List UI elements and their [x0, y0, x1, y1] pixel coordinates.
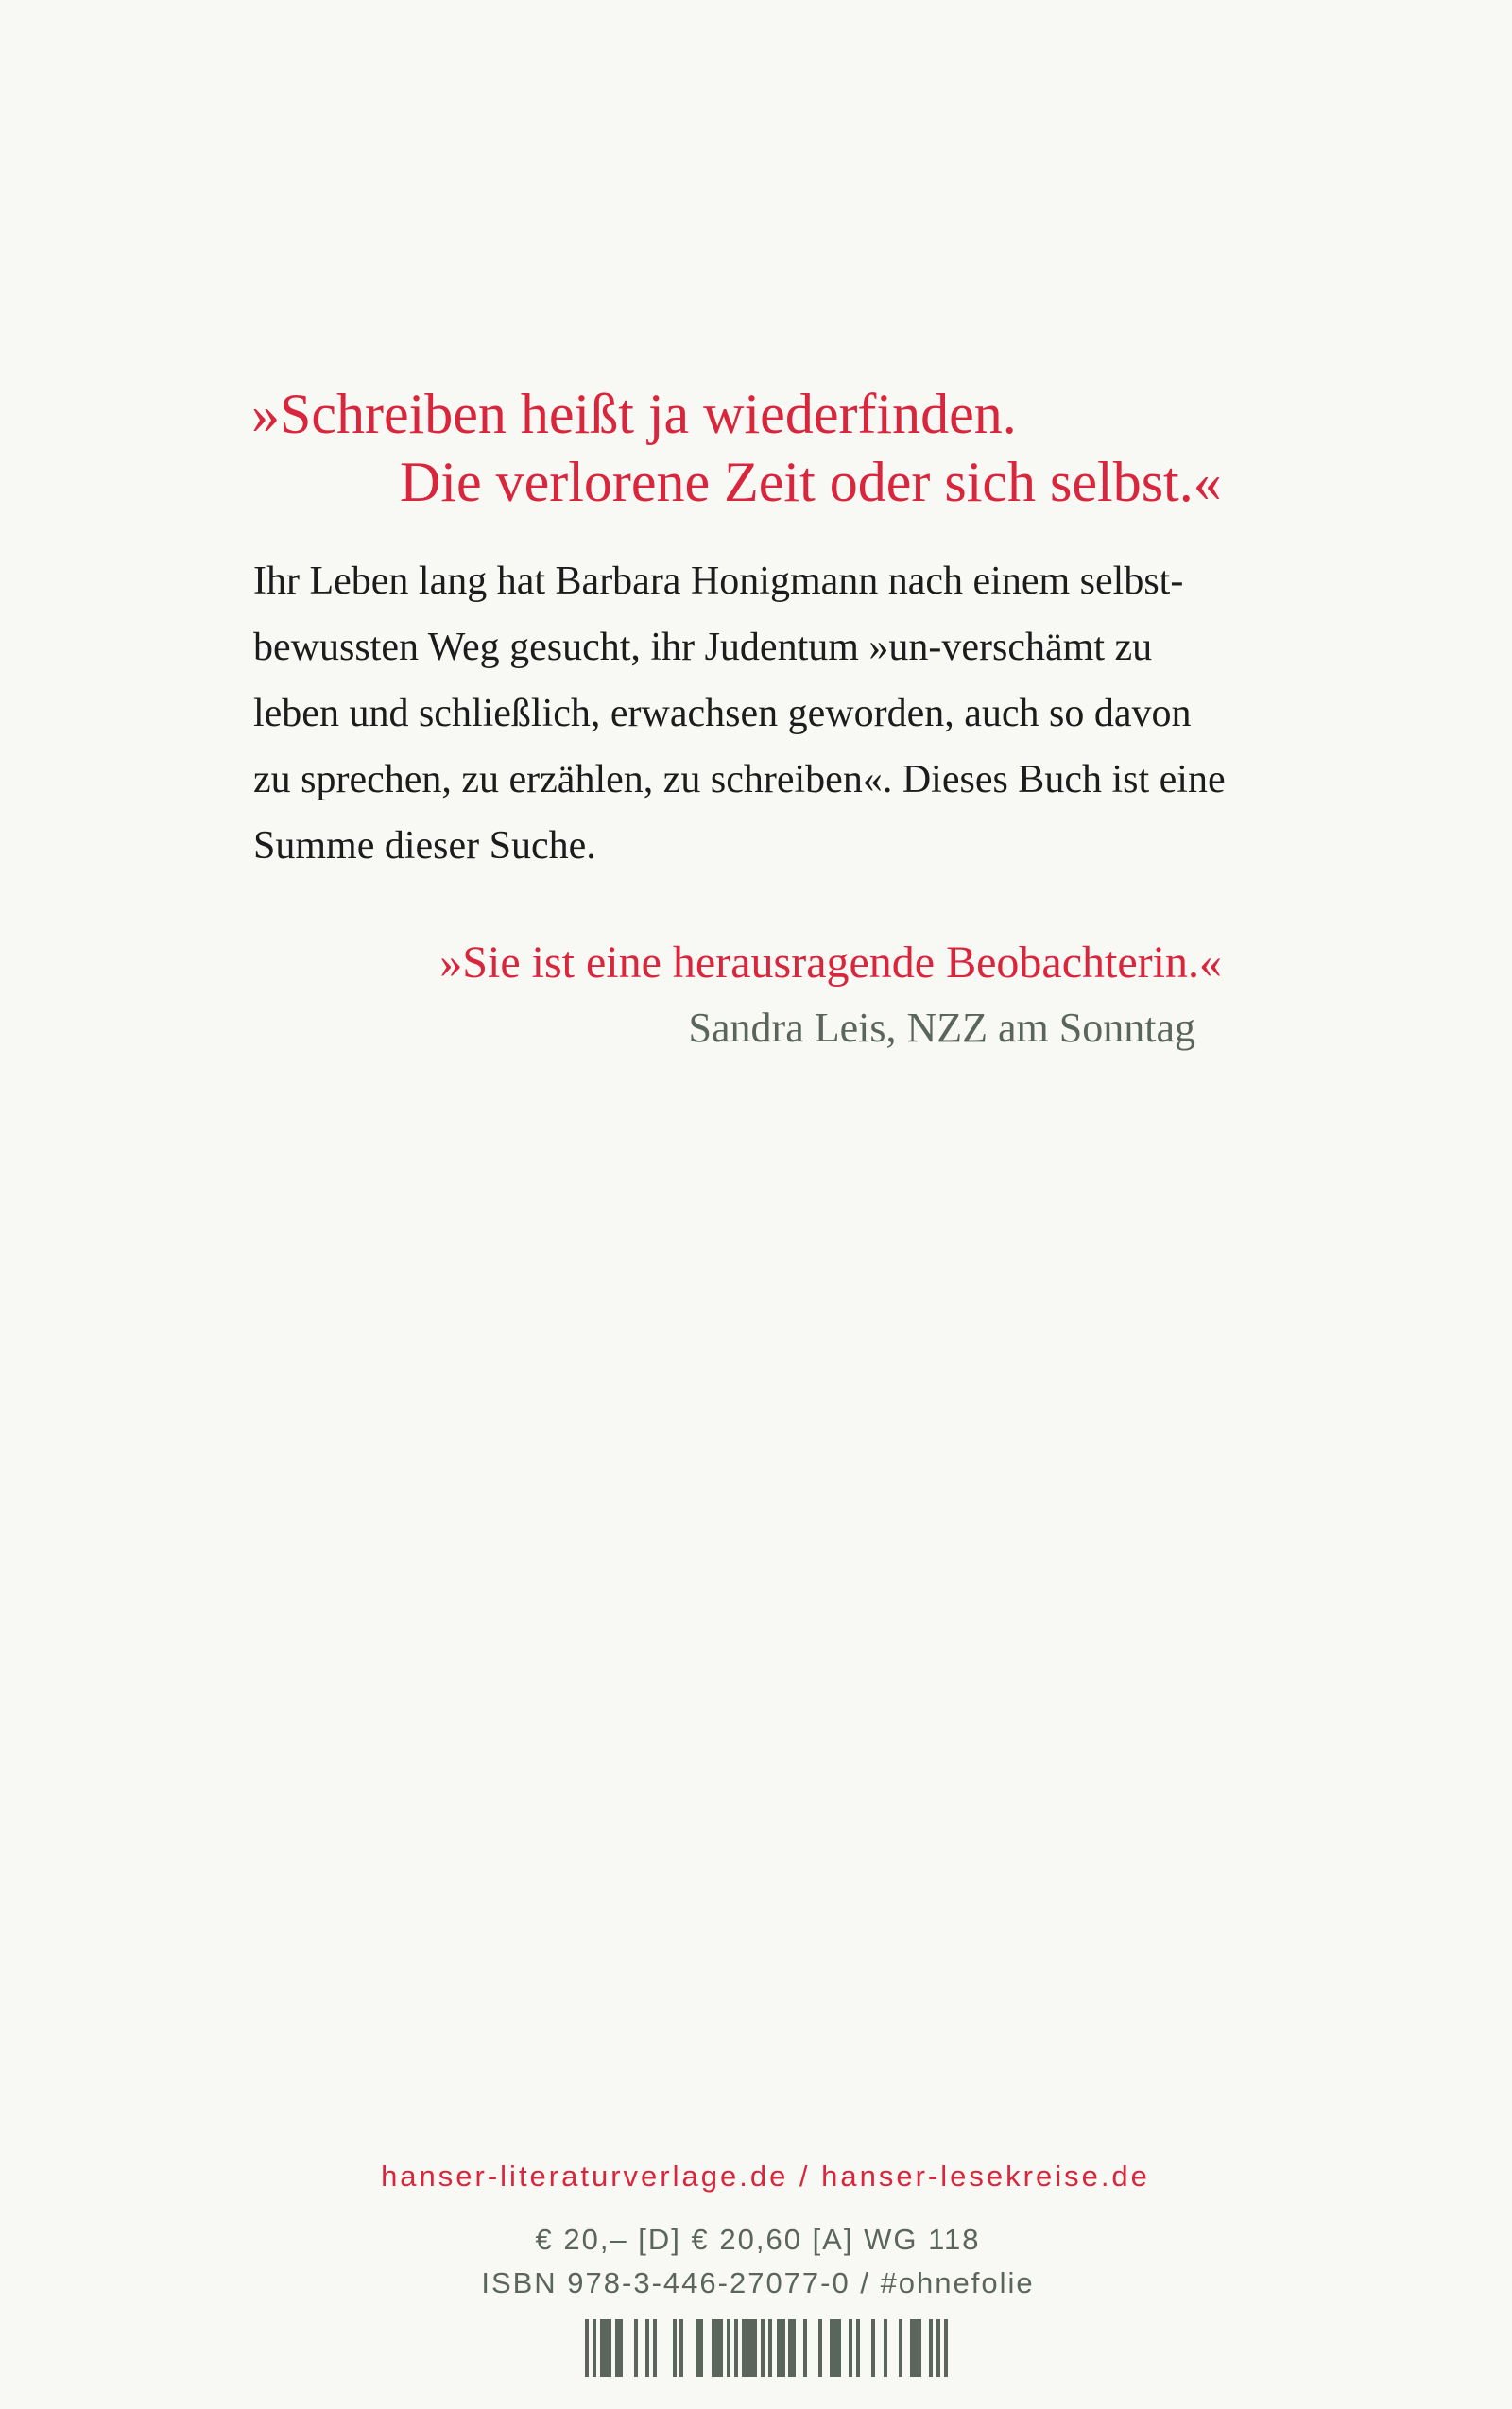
blurb-line: leben und schließlich, erwachsen geworden, auch so davon: [253, 692, 1192, 735]
barcode-bar: [742, 2319, 757, 2377]
barcode-bar: [929, 2319, 933, 2377]
price-line: € 20,– [D] € 20,60 [A] WG 118: [535, 2223, 981, 2256]
barcode-bar: [856, 2319, 860, 2377]
barcode-bar: [910, 2319, 921, 2377]
blurb-line: bewussten Weg gesucht, ihr Judentum »un-verschämt zu: [253, 626, 1153, 669]
barcode-bar: [615, 2319, 623, 2377]
barcode-bar: [634, 2319, 638, 2377]
barcode-bar: [936, 2319, 940, 2377]
barcode-bar: [734, 2319, 738, 2377]
blurb-line: Ihr Leben lang hat Barbara Honigmann nach einem selbst-: [253, 559, 1184, 603]
barcode-bar: [830, 2319, 841, 2377]
barcode-bar: [803, 2319, 807, 2377]
barcode-bar: [645, 2319, 649, 2377]
publisher-websites: hanser-literaturverlage.de / hanser-lesekreise.de: [381, 2159, 1150, 2193]
barcode-bar: [585, 2319, 589, 2377]
barcode-bar: [653, 2319, 657, 2377]
barcode-bar: [944, 2319, 948, 2377]
barcode-bar: [899, 2319, 902, 2377]
barcode-bar: [777, 2319, 785, 2377]
barcode-bar: [871, 2319, 875, 2377]
blurb-line: Summe dieser Suche.: [253, 824, 596, 868]
barcode-bar: [727, 2319, 730, 2377]
review-quote: »Sie ist eine herausragende Beobachterin.«: [439, 938, 1222, 988]
barcode-bar: [712, 2319, 723, 2377]
barcode-bar: [679, 2319, 683, 2377]
barcode-bar: [673, 2319, 677, 2377]
barcode: [585, 2319, 948, 2377]
blurb-line: zu sprechen, zu erzählen, zu schreiben«. Dieses Buch ist eine: [253, 758, 1226, 801]
barcode-bar: [696, 2319, 703, 2377]
barcode-bar: [761, 2319, 765, 2377]
headline-line-2: Die verlorene Zeit oder sich selbst.«: [400, 451, 1222, 513]
barcode-bar: [768, 2319, 772, 2377]
barcode-bar: [788, 2319, 796, 2377]
barcode-bar: [884, 2319, 887, 2377]
headline-line-1: »Schreiben heißt ja wiederfinden.: [251, 383, 1017, 445]
barcode-bar: [600, 2319, 611, 2377]
barcode-bar: [818, 2319, 822, 2377]
review-attribution: Sandra Leis, NZZ am Sonntag: [688, 1005, 1195, 1051]
isbn-line: ISBN 978-3-446-27077-0 / #ohnefolie: [481, 2266, 1035, 2299]
barcode-bar: [849, 2319, 852, 2377]
barcode-bar: [593, 2319, 596, 2377]
